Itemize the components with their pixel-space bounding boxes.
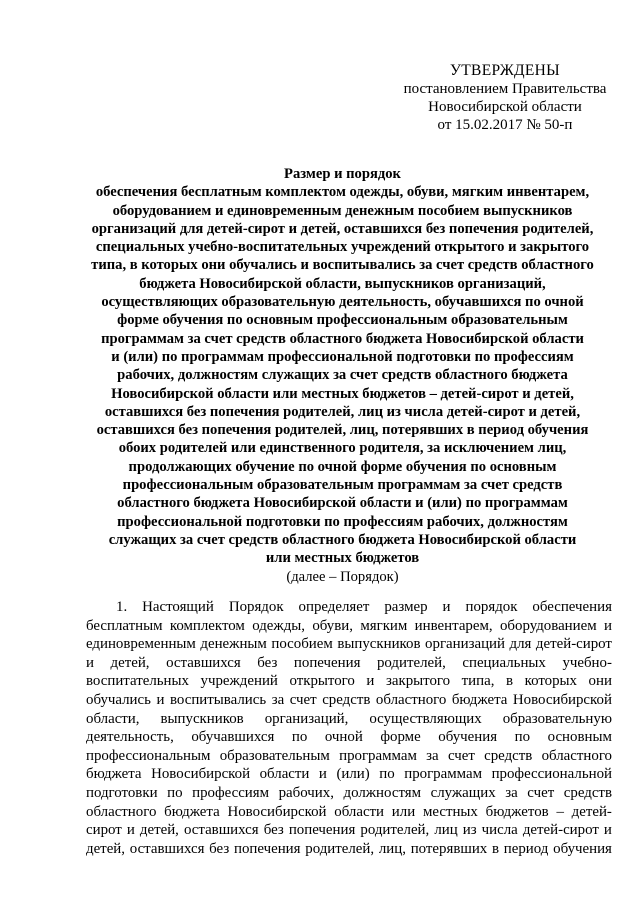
body-line: [86, 784, 612, 803]
word: профессиональной: [491, 766, 612, 783]
word: инвентарем,: [414, 617, 493, 634]
word: они: [588, 673, 612, 690]
word: родителей,: [305, 840, 375, 857]
word: местных: [422, 803, 478, 820]
word: сирот: [86, 822, 122, 839]
word: и: [442, 599, 451, 615]
body-line: [86, 803, 612, 822]
word: по: [291, 729, 308, 746]
word: период: [503, 840, 549, 857]
approval-title: УТВЕРЖДЕНЫ: [450, 62, 560, 79]
word: и: [86, 654, 94, 671]
word: бюджета: [86, 766, 142, 783]
word: образовательную: [502, 710, 612, 727]
word: рабочих,: [278, 784, 334, 801]
word: области: [259, 766, 310, 783]
body-line: [86, 635, 612, 654]
approval-stamp: [380, 62, 630, 134]
word: счет: [527, 784, 555, 801]
word: Новосибирской: [512, 691, 612, 708]
word: организаций,: [264, 710, 349, 727]
word: средств: [484, 747, 533, 764]
word: единовременным: [86, 636, 196, 653]
word: 1.: [116, 599, 128, 615]
word: оборудованием: [499, 617, 597, 634]
word: обучались: [86, 691, 151, 708]
word: открытого: [289, 673, 355, 690]
word: –: [556, 803, 564, 820]
word: Порядок: [228, 599, 284, 615]
word: образовательным: [219, 747, 330, 764]
word: за: [505, 784, 518, 801]
word: специальных: [462, 654, 546, 671]
heading-line: профессиональной подготовки по профессиям рабочих, должностям: [117, 513, 568, 530]
word: Настоящий: [142, 599, 214, 615]
word: (или): [336, 766, 370, 783]
word: подготовки: [86, 784, 158, 801]
word: денежным: [200, 636, 267, 653]
word: и: [366, 673, 375, 690]
word: в: [492, 840, 500, 857]
word: для: [509, 636, 532, 653]
word: программам: [339, 747, 417, 764]
word: в: [506, 673, 514, 690]
heading-line: или местных бюджетов: [265, 550, 420, 567]
heading-line: Новосибирской области или местных бюджетов – детей-сирот и детей,: [111, 385, 574, 402]
heading-line: профессиональным образовательным программам за счет средств: [122, 477, 563, 494]
word: учебно-: [562, 654, 612, 671]
paragraph-1: [86, 598, 612, 858]
word: учреждений: [200, 673, 278, 690]
document-heading: [70, 165, 615, 586]
word: детей,: [139, 822, 179, 839]
word: осуществляющих: [369, 710, 482, 727]
word: воспитательных: [86, 673, 189, 690]
word: оставшихся: [166, 654, 241, 671]
body-line: [86, 710, 612, 729]
body-line: [86, 747, 612, 766]
word: бюджетов: [485, 803, 549, 820]
word: оставшихся: [129, 840, 205, 857]
word: пособием: [271, 636, 333, 653]
word: организаций: [425, 636, 505, 653]
heading-line: форме обучения по основным профессиональным образовательным: [117, 312, 568, 329]
heading-line: продолжающих обучение по очной форме обучения по основным: [128, 458, 557, 475]
word: без: [209, 840, 230, 857]
word: закрытого: [385, 673, 451, 690]
word: и: [156, 691, 165, 708]
heading-line: Размер и порядок: [284, 166, 401, 182]
word: выпускников: [160, 710, 244, 727]
word: областного: [86, 803, 157, 820]
word: попечения: [288, 822, 356, 839]
word: бюджета: [164, 803, 220, 820]
word: очной: [324, 729, 363, 746]
word: детей,: [86, 840, 125, 857]
word: Новосибирской: [227, 803, 327, 820]
word: и: [604, 617, 612, 634]
word: обуви,: [312, 617, 353, 634]
heading-line: и (или) по программам профессиональной подготовки по профессиям: [111, 348, 574, 365]
word: типа,: [461, 673, 495, 690]
heading-line: осуществляющих образовательную деятельность, обучавшихся по очной: [101, 294, 584, 311]
word: родителей,: [376, 654, 446, 671]
word: детей-сирот: [535, 636, 612, 653]
word: основным: [547, 729, 612, 746]
word: детей,: [110, 654, 150, 671]
body-line: [86, 617, 612, 636]
word: области,: [86, 710, 140, 727]
body-line: [86, 840, 612, 859]
heading-line: оставшихся без попечения родителей, лиц из числа детей-сирот и детей,: [104, 403, 581, 420]
word: мягким: [360, 617, 408, 634]
body-line: [86, 821, 612, 840]
word: за: [426, 747, 439, 764]
body-line: [86, 691, 612, 710]
word: порядок: [465, 599, 518, 615]
heading-line: областного бюджета Новосибирской области и (или) по программам: [117, 495, 568, 512]
word: детей-сирот: [522, 822, 599, 839]
word: счет: [447, 747, 475, 764]
word: обеспечения: [532, 599, 612, 615]
word: родителей,: [360, 822, 430, 839]
word: попечения: [233, 840, 301, 857]
word: средств: [563, 784, 612, 801]
word: размер: [384, 599, 428, 615]
word: числа: [481, 822, 518, 839]
word: обучения: [553, 840, 612, 857]
word: счет: [289, 691, 317, 708]
heading-line: обеспечения бесплатным комплектом одежды, обуви, мягким инвентарем,: [95, 184, 590, 201]
approval-line-2: Новосибирской области: [428, 99, 582, 115]
word: выпускников: [337, 636, 421, 653]
heading-line: типа, в которых они обучались и воспитывались за счет средств областного: [91, 257, 594, 274]
heading-line: обоих родителей или единственного родителя, за исключением лиц,: [118, 440, 567, 457]
word: оставшихся: [183, 822, 259, 839]
word: деятельность,: [86, 729, 174, 746]
body-line: [86, 672, 612, 691]
approval-line-3: от 15.02.2017 № 50-п: [437, 117, 573, 133]
word: детей-: [571, 803, 612, 820]
word: лиц: [434, 822, 458, 839]
word: воспитывались: [169, 691, 267, 708]
word: обучения: [438, 729, 498, 746]
word: областного: [541, 747, 612, 764]
word: форме: [380, 729, 421, 746]
word: по: [379, 766, 395, 783]
approval-line-1: постановлением Правительства: [403, 81, 607, 97]
word: служащих: [430, 784, 496, 801]
word: Новосибирской: [151, 766, 251, 783]
word: без: [263, 822, 284, 839]
word: из: [462, 822, 477, 839]
word: областного: [375, 691, 447, 708]
heading-line: рабочих, должностям служащих за счет средств областного бюджета: [117, 367, 568, 384]
word: за: [271, 691, 285, 708]
word: которых: [524, 673, 577, 690]
word: области: [334, 803, 385, 820]
body-line: [86, 598, 612, 617]
word: или: [391, 803, 416, 820]
word: обучавшихся: [191, 729, 275, 746]
word: одежды,: [252, 617, 305, 634]
word: и: [318, 766, 327, 783]
body-line: [86, 728, 612, 747]
heading-line: программам за счет средств областного бюджета Новосибирской области: [101, 330, 584, 347]
word: потерявших: [410, 840, 488, 857]
heading-line: бюджета Новосибирской области, выпускников организаций,: [139, 275, 546, 292]
word: и: [126, 822, 135, 839]
word: по: [514, 729, 531, 746]
word: лиц,: [378, 840, 406, 857]
word: без: [257, 654, 278, 671]
body-line: [86, 765, 612, 784]
word: должностям: [343, 784, 422, 801]
word: программам: [404, 766, 483, 783]
word: профессиональным: [86, 747, 211, 764]
word: комплектом: [169, 617, 245, 634]
heading-line: служащих за счет средств областного бюджета Новосибирской области: [108, 531, 577, 548]
word: бюджета: [451, 691, 508, 708]
heading-line: специальных учебно-воспитательных учреждений открытого и закрытого: [95, 239, 590, 256]
word: и: [603, 822, 612, 839]
word: профессиям: [192, 784, 270, 801]
heading-line: организаций для детей-сирот и детей, оставшихся без попечения родителей,: [91, 220, 594, 237]
word: по: [167, 784, 183, 801]
heading-line: оставшихся без попечения родителей, лиц, потерявших в период обучения: [96, 422, 589, 439]
word: средств: [322, 691, 371, 708]
word: определяет: [298, 599, 370, 615]
word: попечения: [293, 654, 361, 671]
body-line: [86, 654, 612, 673]
heading-line: оборудованием и единовременным денежным пособием выпускников: [112, 202, 573, 219]
heading-subtitle: (далее – Порядок): [286, 568, 399, 585]
word: бесплатным: [86, 617, 163, 634]
